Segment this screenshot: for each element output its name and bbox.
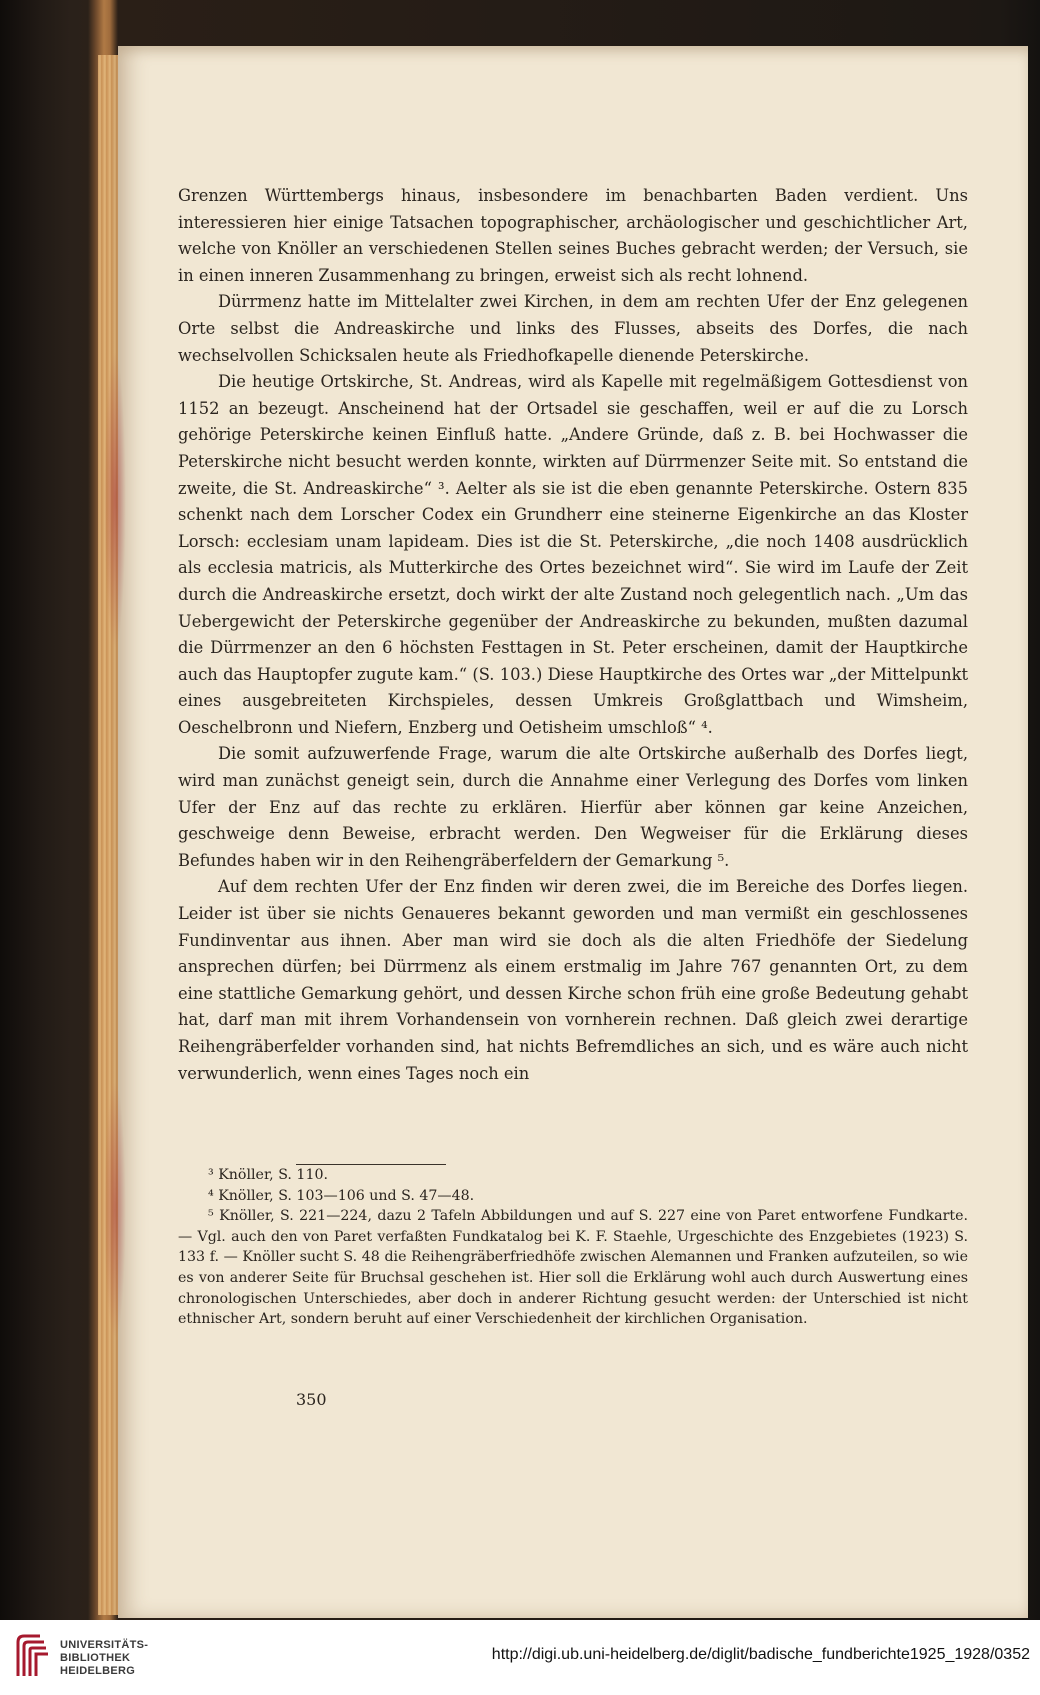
library-name — [60, 1639, 148, 1678]
viewer-footer — [0, 1620, 1040, 1695]
library-name-line: HEIDELBERG — [60, 1665, 136, 1677]
page-edge-stain — [104, 350, 126, 650]
paragraph: Die heutige Ortskirche, St. Andreas, wird als Kapelle mit regelmäßigem Gottesdienst von 1152 an bezeugt. Anscheinend hat der Ortsadel sie geschaffen, weil er auf die zu Lorsch gehörige Peterskirche keinen Einfluß hatte. „Andere Gründe, daß z. B. bei Hochwasser die Peterskirche nicht besucht werden konnte, wirkten auf Dürrmenzer Seite mit. So entstand die zweite, die St. Andreaskirche“ ³. Aelter als sie ist die eben genannte Peterskirche. Ostern 835 schenkt nach dem Lorscher Codex ein Grundherr eine steinerne Eigenkirche an das Kloster Lorsch: ecclesiam unam lapideam. Dies ist die St. Peterskirche, „die noch 1408 ausdrücklich als ecclesia matricis, als Mutterkirche des Ortes bezeichnet wird“. Sie wird im Laufe der Zeit durch die Andreaskirche ersetzt, doch wirkt der alte Zustand noch gelegentlich nach. „Um das Uebergewicht der Peterskirche gegenüber der Andreaskirche zu bekunden, mußten dazumal die Dürrmenzer an den 6 höchsten Festtagen in St. Peter erscheinen, damit der Hauptkirche auch das Hauptopfer zugute kam.“ (S. 103.) Diese Hauptkirche des Ortes war „der Mittelpunkt eines ausgebreiteten Kirchspieles, dessen Umkreis Großglattbach und Wimsheim, Oeschelbronn und Niefern, Enzberg und Oetisheim umschloß“ ⁴. — [178, 372, 968, 737]
library-name-line: UNIVERSITÄTS- — [60, 1639, 149, 1651]
footnote: ⁴ Knöller, S. 103—106 und S. 47—48. — [208, 1187, 475, 1204]
library-name-line: BIBLIOTHEK — [60, 1652, 131, 1664]
page-number: 350 — [296, 1390, 327, 1409]
paragraph: Grenzen Württembergs hinaus, insbesondere im benachbarten Baden verdient. Uns interessieren hier einige Tatsachen topographischer, archäologischer und geschichtlicher Art, welche von Knöller an verschiedenen Stellen seines Buches gebracht werden; der Versuch, sie in einen inneren Zusammenhang zu bringen, erweist sich als recht lohnend. — [178, 186, 968, 285]
paragraph: Die somit aufzuwerfende Frage, warum die alte Ortskirche außerhalb des Dorfes liegt, wird man zunächst geneigt sein, durch die Annahme einer Verlegung des Dorfes vom linken Ufer der Enz auf das rechte zu erklären. Hierfür aber können gar keine Anzeichen, geschweige denn Beweise, erbracht werden. Den Wegweiser für die Erklärung dieses Befundes haben wir in den Reihengräberfeldern der Gemarkung ⁵. — [178, 744, 968, 870]
footnotes — [178, 1165, 968, 1330]
page-edge-stain — [104, 1080, 126, 1340]
university-library-logo-icon — [14, 1632, 50, 1682]
footnote: ⁵ Knöller, S. 221—224, dazu 2 Tafeln Abbildungen und auf S. 227 eine von Paret entworfene Fundkarte. — Vgl. auch den von Paret verfaßten Fundkatalog bei K. F. Staehle, Urgeschichte des Enzgebietes (1923) S. 133 f. — Knöller sucht S. 48 die Reihengräberfriedhöfe zwischen Alemannen und Franken aufzuteilen, so wie es von anderer Seite für Bruchsal geschehen ist. Hier soll die Erklärung wohl auch durch Auswertung eines chronologischen Unterschiedes, aber doch in anderer Richtung gesucht werden: der Unterschied ist nicht ethnischer Art, sondern beruht auf einer Verschiedenheit der kirchlichen Organisation. — [178, 1208, 968, 1328]
paragraph: Dürrmenz hatte im Mittelalter zwei Kirchen, in dem am rechten Ufer der Enz gelegenen Orte selbst die Andreaskirche und links des Flusses, abseits des Dorfes, die nach wechselvollen Schicksalen heute als Friedhofkapelle dienende Peterskirche. — [178, 292, 968, 365]
footnote: ³ Knöller, S. 110. — [208, 1167, 329, 1183]
paragraph: Auf dem rechten Ufer der Enz finden wir deren zwei, die im Bereiche des Dorfes liegen. Leider ist über sie nichts Genaueres bekannt geworden und man vermißt ein geschlossenes Fundinventar aus ihnen. Aber man wird sie doch als die alten Friedhöfe der Siedelung ansprechen dürfen; bei Dürrmenz als einem erstmalig im Jahre 767 genannten Ort, zu dem eine stattliche Gemarkung gehört, und dessen Kirche schon früh eine große Bedeutung gehabt hat, darf man mit ihrem Vorhandensein von vornherein rechnen. Daß gleich zwei derartige Reihengräberfelder vorhanden sind, hat nichts Befremdliches an sich, und es wäre auch nicht verwunderlich, wenn eines Tages noch ein — [178, 877, 968, 1083]
body-text — [178, 183, 968, 1087]
permalink-url[interactable]: http://digi.ub.uni-heidelberg.de/diglit/badische_fundberichte1925_1928/0352 — [491, 1646, 1030, 1663]
